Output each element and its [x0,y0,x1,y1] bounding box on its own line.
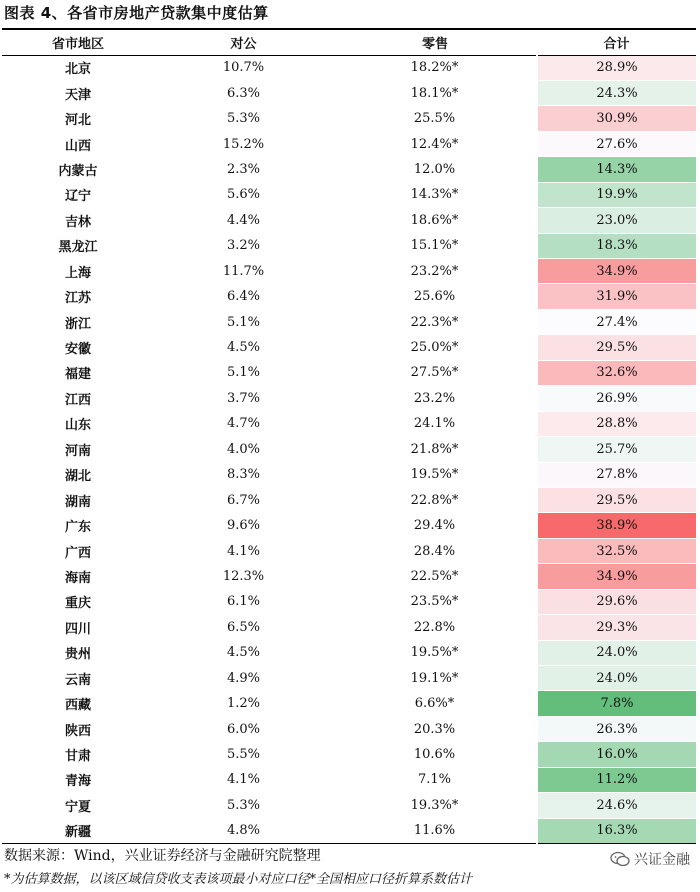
cell-total: 24.0% [537,640,696,665]
cell-corporate: 4.4% [154,208,333,233]
cell-total: 19.9% [537,182,696,207]
cell-total: 30.9% [537,106,696,131]
cell-total: 23.0% [537,208,696,233]
cell-retail: 10.6% [333,742,537,767]
cell-retail: 20.3% [333,716,537,741]
cell-corporate: 5.3% [154,106,333,131]
cell-corporate: 5.3% [154,793,333,818]
table-title: 图表 4、各省市房地产贷款集中度估算 [4,4,269,22]
wechat-icon [610,851,630,867]
table-row [2,55,696,80]
cell-corporate: 8.3% [154,462,333,487]
header-total: 合计 [537,29,696,55]
cell-region: 安徽 [2,335,154,360]
cell-retail: 25.0%* [333,335,537,360]
cell-retail: 19.5%* [333,462,537,487]
cell-total: 18.3% [537,233,696,258]
table-row [2,793,696,818]
cell-corporate: 11.7% [154,259,333,284]
cell-retail: 11.6% [333,818,537,843]
cell-retail: 12.0% [333,157,537,182]
table-header-row [2,29,696,55]
cell-total: 11.2% [537,767,696,792]
cell-corporate: 6.1% [154,589,333,614]
cell-retail: 12.4%* [333,131,537,156]
cell-region: 天津 [2,80,154,105]
cell-region: 广东 [2,513,154,538]
cell-total: 27.6% [537,131,696,156]
cell-region: 贵州 [2,640,154,665]
cell-total: 28.9% [537,55,696,80]
cell-region: 浙江 [2,309,154,334]
cell-region: 内蒙古 [2,157,154,182]
header-retail: 零售 [333,29,537,55]
table-row [2,335,696,360]
cell-retail: 18.2%* [333,55,537,80]
cell-retail: 27.5%* [333,360,537,385]
cell-corporate: 6.7% [154,487,333,512]
cell-retail: 19.5%* [333,640,537,665]
cell-retail: 18.1%* [333,80,537,105]
cell-retail: 19.1%* [333,666,537,691]
cell-total: 26.3% [537,716,696,741]
table-row [2,233,696,258]
cell-corporate: 5.1% [154,309,333,334]
cell-retail: 23.2%* [333,259,537,284]
cell-corporate: 5.1% [154,360,333,385]
header-corporate: 对公 [154,29,333,55]
cell-total: 7.8% [537,691,696,716]
cell-retail: 6.6%* [333,691,537,716]
table-row [2,80,696,105]
cell-region: 江苏 [2,284,154,309]
cell-retail: 7.1% [333,767,537,792]
cell-total: 29.5% [537,487,696,512]
table-row [2,487,696,512]
cell-region: 山东 [2,411,154,436]
table-row [2,360,696,385]
cell-total: 26.9% [537,386,696,411]
cell-total: 24.3% [537,80,696,105]
table-row [2,767,696,792]
cell-retail: 24.1% [333,411,537,436]
cell-region: 福建 [2,360,154,385]
cell-total: 34.9% [537,564,696,589]
cell-corporate: 10.7% [154,55,333,80]
cell-region: 北京 [2,55,154,80]
cell-corporate: 4.0% [154,437,333,462]
cell-retail: 22.5%* [333,564,537,589]
cell-corporate: 4.1% [154,767,333,792]
cell-total: 16.3% [537,818,696,843]
table-row [2,309,696,334]
cell-total: 16.0% [537,742,696,767]
table-row [2,386,696,411]
table-row [2,691,696,716]
cell-retail: 23.2% [333,386,537,411]
cell-corporate: 4.1% [154,538,333,563]
cell-retail: 18.6%* [333,208,537,233]
data-table [2,28,696,844]
cell-region: 甘肃 [2,742,154,767]
cell-corporate: 6.3% [154,80,333,105]
cell-corporate: 4.7% [154,411,333,436]
cell-total: 31.9% [537,284,696,309]
cell-region: 湖南 [2,487,154,512]
cell-corporate: 15.2% [154,131,333,156]
cell-region: 四川 [2,615,154,640]
cell-corporate: 9.6% [154,513,333,538]
cell-region: 吉林 [2,208,154,233]
cell-total: 29.5% [537,335,696,360]
cell-region: 广西 [2,538,154,563]
cell-retail: 22.8% [333,615,537,640]
table-row [2,615,696,640]
cell-corporate: 3.2% [154,233,333,258]
cell-retail: 25.6% [333,284,537,309]
cell-region: 新疆 [2,818,154,843]
table-row [2,131,696,156]
watermark-text: 兴证金融 [634,852,690,868]
table-row [2,589,696,614]
cell-total: 29.6% [537,589,696,614]
table-body [2,55,696,844]
cell-retail: 29.4% [333,513,537,538]
table-row [2,513,696,538]
cell-total: 34.9% [537,259,696,284]
cell-region: 山西 [2,131,154,156]
cell-region: 陕西 [2,716,154,741]
cell-corporate: 5.6% [154,182,333,207]
cell-retail: 28.4% [333,538,537,563]
table-row [2,259,696,284]
cell-region: 江西 [2,386,154,411]
cell-total: 32.5% [537,538,696,563]
table-row [2,106,696,131]
table-row [2,182,696,207]
cell-region: 重庆 [2,589,154,614]
table-row [2,411,696,436]
cell-corporate: 12.3% [154,564,333,589]
footnote: *为估算数据，以该区域信贷收支表该项最小对应口径*全国相应口径折算系数估计 [4,872,473,887]
cell-corporate: 6.5% [154,615,333,640]
cell-region: 湖北 [2,462,154,487]
cell-corporate: 6.0% [154,716,333,741]
cell-corporate: 3.7% [154,386,333,411]
cell-region: 黑龙江 [2,233,154,258]
table-row [2,742,696,767]
cell-retail: 15.1%* [333,233,537,258]
cell-retail: 21.8%* [333,437,537,462]
cell-corporate: 4.5% [154,335,333,360]
cell-retail: 22.8%* [333,487,537,512]
cell-retail: 25.5% [333,106,537,131]
cell-region: 西藏 [2,691,154,716]
cell-corporate: 4.5% [154,640,333,665]
table-row [2,462,696,487]
table-row [2,666,696,691]
cell-corporate: 1.2% [154,691,333,716]
watermark [610,848,690,870]
cell-total: 27.4% [537,309,696,334]
cell-total: 38.9% [537,513,696,538]
cell-retail: 14.3%* [333,182,537,207]
table-row [2,208,696,233]
cell-corporate: 5.5% [154,742,333,767]
table-row [2,818,696,843]
cell-region: 海南 [2,564,154,589]
cell-total: 27.8% [537,462,696,487]
cell-region: 宁夏 [2,793,154,818]
cell-total: 24.6% [537,793,696,818]
table-row [2,437,696,462]
cell-total: 29.3% [537,615,696,640]
cell-total: 14.3% [537,157,696,182]
table-row [2,538,696,563]
cell-region: 云南 [2,666,154,691]
cell-corporate: 6.4% [154,284,333,309]
cell-region: 河北 [2,106,154,131]
cell-retail: 19.3%* [333,793,537,818]
cell-region: 上海 [2,259,154,284]
cell-retail: 22.3%* [333,309,537,334]
cell-corporate: 4.9% [154,666,333,691]
cell-total: 32.6% [537,360,696,385]
cell-total: 28.8% [537,411,696,436]
data-source: 数据来源：Wind，兴业证券经济与金融研究院整理 [4,848,321,864]
table-row [2,716,696,741]
table-row [2,564,696,589]
cell-region: 河南 [2,437,154,462]
cell-region: 青海 [2,767,154,792]
table-row [2,284,696,309]
header-region: 省市地区 [2,29,154,55]
cell-retail: 23.5%* [333,589,537,614]
cell-total: 25.7% [537,437,696,462]
cell-corporate: 4.8% [154,818,333,843]
cell-region: 辽宁 [2,182,154,207]
table-row [2,640,696,665]
cell-total: 24.0% [537,666,696,691]
table-row [2,157,696,182]
cell-corporate: 2.3% [154,157,333,182]
